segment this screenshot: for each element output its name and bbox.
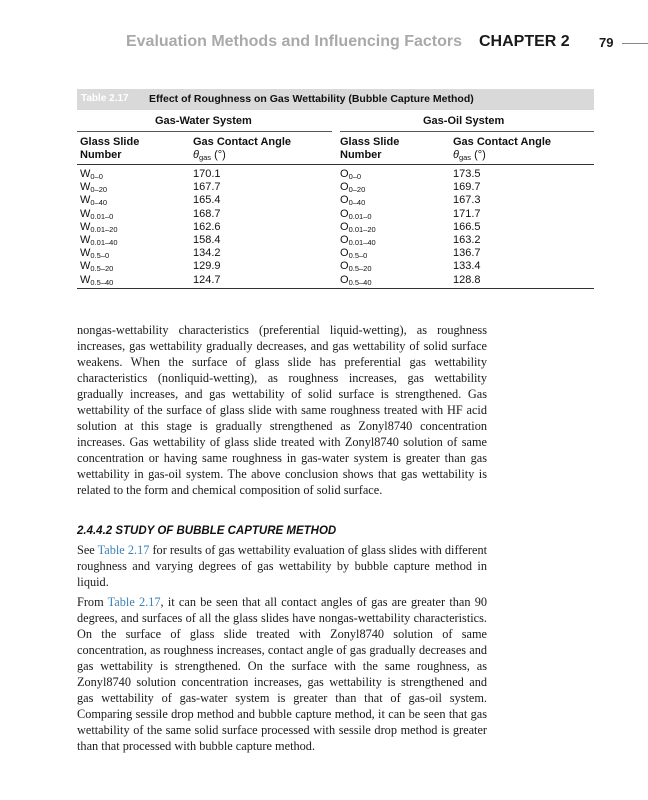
- body-paragraph-3: [77, 594, 487, 754]
- water-angle-column: [193, 168, 221, 287]
- oil-angle-column: [453, 168, 481, 287]
- water-contact-angle: 170.1: [193, 168, 221, 180]
- para2-text-end: for results of gas wettability evaluation of glass slides with different roughness and varying degrees of gas wettability by bubble capture method in liquid.: [77, 543, 488, 589]
- water-contact-angle: 124.7: [193, 273, 221, 286]
- group-rule-left: [77, 131, 332, 132]
- water-contact-angle: 165.4: [193, 194, 221, 207]
- para3-text-start: From: [77, 595, 108, 609]
- slide-letter: W: [80, 194, 91, 207]
- page-number: 79: [599, 35, 614, 50]
- theta-subscript: gas: [198, 153, 212, 162]
- slide-subscript: 0–20: [348, 185, 366, 195]
- slide-letter: O: [340, 247, 349, 260]
- slide-subscript: 0.5–20: [90, 264, 114, 274]
- water-slide-number: [80, 194, 118, 207]
- slide-subscript: 0.01–0: [348, 211, 372, 221]
- theta-symbol: θ: [453, 149, 459, 161]
- slide-subscript: 0.5–0: [90, 251, 110, 261]
- table-bottom-rule: [77, 288, 594, 289]
- col-header-line2: Number: [80, 149, 122, 161]
- oil-slide-number: [340, 260, 376, 273]
- slide-letter: W: [80, 233, 91, 246]
- water-slide-number: [80, 274, 118, 287]
- group-header-gas-oil: Gas-Oil System: [423, 115, 505, 127]
- header-rule: [622, 43, 648, 44]
- angle-unit: (°): [471, 149, 486, 161]
- theta-subscript: gas: [458, 153, 472, 162]
- slide-letter: O: [340, 168, 349, 180]
- oil-slide-number: [340, 247, 376, 260]
- slide-letter: W: [80, 220, 91, 233]
- water-slide-number: [80, 181, 118, 194]
- oil-slide-number: [340, 168, 376, 181]
- slide-subscript: 0.5–40: [90, 277, 114, 287]
- slide-letter: O: [340, 181, 349, 194]
- slide-subscript: 0.5–20: [348, 264, 372, 274]
- col-header-line1: Glass Slide: [80, 136, 140, 148]
- oil-contact-angle: 173.5: [453, 168, 481, 180]
- slide-letter: W: [80, 181, 91, 194]
- oil-contact-angle: 136.7: [453, 247, 481, 260]
- slide-letter: O: [340, 220, 349, 233]
- water-slide-number: [80, 168, 118, 181]
- theta-symbol: θ: [193, 149, 199, 161]
- col-header-water-angle: [193, 136, 291, 164]
- table-label: Table 2.17: [81, 93, 129, 104]
- col-header-line2: [453, 149, 551, 164]
- water-contact-angle: 167.7: [193, 181, 221, 194]
- water-slide-number: [80, 234, 118, 247]
- col-header-water-slide: [80, 136, 139, 162]
- slide-subscript: 0.01–20: [90, 224, 118, 234]
- header-chapter-label: CHAPTER 2: [479, 33, 570, 50]
- oil-contact-angle: 163.2: [453, 233, 481, 246]
- slide-subscript: 0–0: [90, 172, 103, 181]
- slide-letter: O: [340, 207, 349, 220]
- oil-slide-number: [340, 181, 376, 194]
- oil-slide-number: [340, 208, 376, 221]
- slide-letter: W: [80, 207, 91, 220]
- slide-subscript: 0.5–40: [348, 277, 372, 287]
- slide-letter: O: [340, 273, 349, 286]
- oil-slide-number: [340, 234, 376, 247]
- slide-subscript: 0–0: [348, 172, 362, 181]
- table-reference-link[interactable]: Table 2.17: [97, 543, 150, 557]
- slide-subscript: 0.01–20: [348, 224, 376, 234]
- table-caption: Effect of Roughness on Gas Wettability (Bubble Capture Method): [149, 93, 474, 105]
- slide-subscript: 0.01–40: [90, 237, 118, 247]
- para2-text-start: See: [77, 543, 98, 557]
- water-contact-angle: 134.2: [193, 247, 221, 260]
- col-header-line2: Number: [340, 149, 382, 161]
- oil-contact-angle: 166.5: [453, 220, 481, 233]
- table-header-rule: [77, 164, 594, 165]
- oil-slide-column: [340, 168, 376, 287]
- para3-text-end: , it can be seen that all contact angles of gas are greater than 90 degrees, and surfaces of all the glass slides have nongas-wettability characteristics. On the surface of glass slide treated with Zonyl8740 solution of same concentration, as roughness increases, contact angle of gas gradually decreases and gas wettability is strengthened. On the surface with the same roughness, as Zonyl8740 solution concentration increases, gas wettability is strengthened and gas wettability of gas-water system is greater than that of gas-oil system. Comparing sessile drop method and bubble capture method, it can be seen that gas wettability of the same solid surface processed with sessile drop method is greater than that processed with bubble capture method.: [77, 595, 488, 753]
- slide-subscript: 0.01–0: [90, 211, 114, 221]
- slide-letter: W: [80, 260, 91, 273]
- slide-subscript: 0–40: [348, 198, 366, 208]
- group-rule-right: [340, 131, 594, 132]
- section-heading: 2.4.4.2 STUDY OF BUBBLE CAPTURE METHOD: [77, 525, 337, 537]
- water-slide-number: [80, 260, 118, 273]
- oil-contact-angle: 171.7: [453, 207, 481, 220]
- slide-subscript: 0.5–0: [348, 251, 368, 261]
- oil-contact-angle: 169.7: [453, 181, 481, 194]
- water-contact-angle: 158.4: [193, 233, 221, 246]
- col-header-line1: Gas Contact Angle: [193, 136, 291, 148]
- col-header-line1: Glass Slide: [340, 136, 400, 148]
- slide-letter: W: [80, 168, 91, 180]
- water-contact-angle: 129.9: [193, 260, 221, 273]
- col-header-oil-angle: [453, 136, 551, 164]
- water-slide-number: [80, 208, 118, 221]
- water-slide-number: [80, 221, 118, 234]
- group-header-gas-water: Gas-Water System: [155, 115, 252, 127]
- slide-letter: W: [80, 273, 91, 286]
- slide-letter: W: [80, 247, 91, 260]
- oil-contact-angle: 167.3: [453, 194, 481, 207]
- slide-subscript: 0–40: [90, 198, 108, 208]
- header-section-title: Evaluation Methods and Influencing Factors: [125, 33, 462, 50]
- water-contact-angle: 168.7: [193, 207, 221, 220]
- table-title-bar: [77, 89, 594, 110]
- oil-slide-number: [340, 274, 376, 287]
- oil-contact-angle: 133.4: [453, 260, 481, 273]
- oil-contact-angle: 128.8: [453, 273, 481, 286]
- table-reference-link[interactable]: Table 2.17: [107, 595, 161, 609]
- water-slide-column: [80, 168, 118, 287]
- water-slide-number: [80, 247, 118, 260]
- oil-slide-number: [340, 221, 376, 234]
- angle-unit: (°): [211, 149, 226, 161]
- running-header: [0, 33, 648, 53]
- body-paragraph-2: [77, 542, 487, 590]
- slide-letter: O: [340, 260, 349, 273]
- slide-letter: O: [340, 194, 349, 207]
- col-header-line1: Gas Contact Angle: [453, 136, 551, 148]
- col-header-oil-slide: [340, 136, 399, 162]
- slide-subscript: 0.01–40: [348, 237, 376, 247]
- slide-letter: O: [340, 233, 349, 246]
- col-header-line2: [193, 149, 291, 164]
- slide-subscript: 0–20: [90, 185, 108, 195]
- oil-slide-number: [340, 194, 376, 207]
- water-contact-angle: 162.6: [193, 220, 221, 233]
- body-paragraph-1: nongas-wettability characteristics (preferential liquid-wetting), as roughness increases, gas wettability gradually decreases, and gas wettability of solid surface weakens. When the surface of glass slide has preferential gas wettability characteristics (nonliquid-wetting), as roughness increases, gas wettability gradually increases, and gas wettability of solid surface is strengthened. Gas wettability of the surface of glass slide with same roughness treated with HF acid solution at this stage is gradually strengthened as Zonyl8740 concentration increases. Gas wettability of glass slide treated with Zonyl8740 solution of same concentration or having same roughness in gas-water system is greater than gas wettability in gas-oil system. The above conclusion shows that gas wettability is related to the form and chemical composition of solid surface.: [77, 323, 487, 497]
